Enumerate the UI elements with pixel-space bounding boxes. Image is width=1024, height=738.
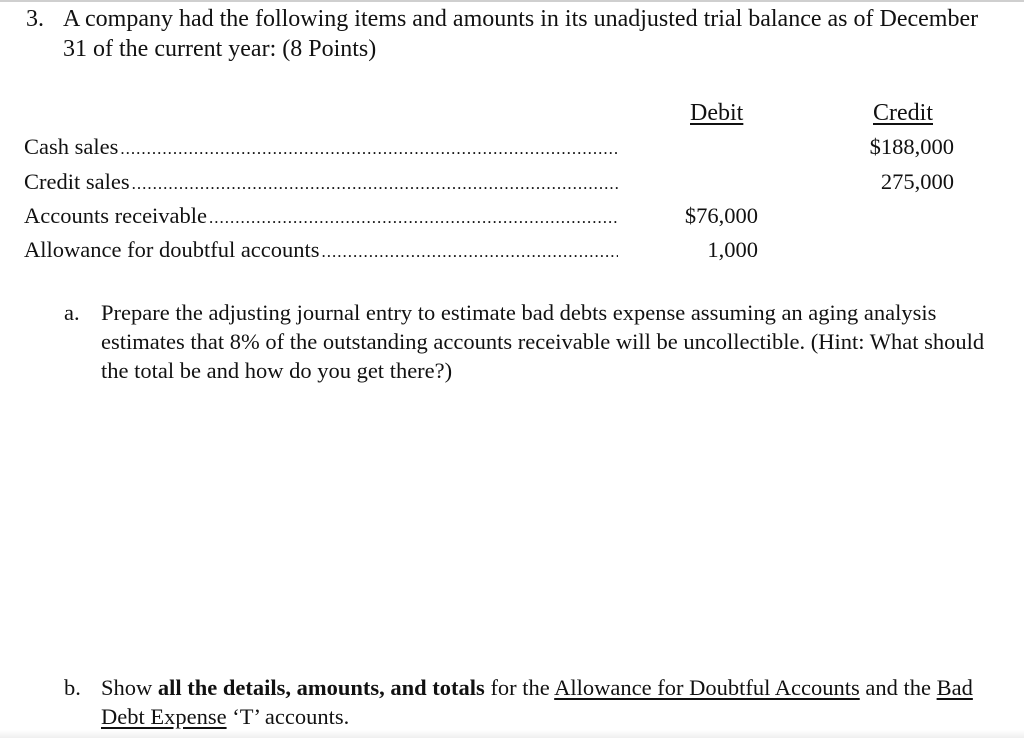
table-row (24, 131, 984, 163)
part-a (64, 298, 1004, 388)
debit-column-header: Debit (690, 100, 744, 126)
allowance-account-ref: Allowance for Doubtful Accounts (554, 675, 860, 700)
part-b-letter: b. (64, 675, 81, 700)
dot-leader (209, 202, 618, 234)
credit-amount: 275,000 (880, 169, 954, 194)
part-b-text (101, 673, 1004, 731)
question-number: 3. (26, 6, 44, 32)
debit-amount: $76,000 (684, 203, 758, 228)
credit-column-header: Credit (873, 100, 933, 126)
table-row (24, 234, 984, 266)
dot-leader (120, 133, 618, 165)
part-a-text: Prepare the adjusting journal entry to estimate bad debts expense assuming an aging analysis estimates that 8% of the outstanding accounts receivable will be uncollectible. (Hint: What should the total be and how do you get there?) (101, 300, 985, 383)
question-text: A company had the following items and amounts in its unadjusted trial balance as of December 31 of the current year: (8 Points) (63, 6, 979, 62)
part-b-text-1: Show (101, 675, 158, 700)
part-b-bold-phrase: all the details, amounts, and totals (157, 675, 485, 700)
part-b-text-2: for the (484, 675, 555, 700)
dot-leader (132, 168, 618, 200)
top-rule (0, 0, 1024, 2)
part-b-text-4: ‘T’ accounts. (226, 704, 350, 729)
credit-amount: $188,000 (869, 134, 954, 159)
part-b-text-3: and the (859, 675, 937, 700)
table-row (24, 200, 984, 232)
account-label: Credit sales (24, 169, 130, 194)
table-row (24, 166, 984, 198)
account-label: Accounts receivable (24, 203, 208, 228)
account-label: Cash sales (24, 134, 119, 159)
bad-debt-expense-ref: Bad Debt Expense (101, 675, 973, 729)
dot-leader (322, 236, 618, 268)
part-a-letter: a. (64, 300, 80, 325)
part-b (64, 673, 1004, 733)
account-label: Allowance for doubtful accounts (24, 237, 320, 262)
debit-amount: 1,000 (707, 237, 758, 262)
bottom-shade (0, 730, 1024, 738)
